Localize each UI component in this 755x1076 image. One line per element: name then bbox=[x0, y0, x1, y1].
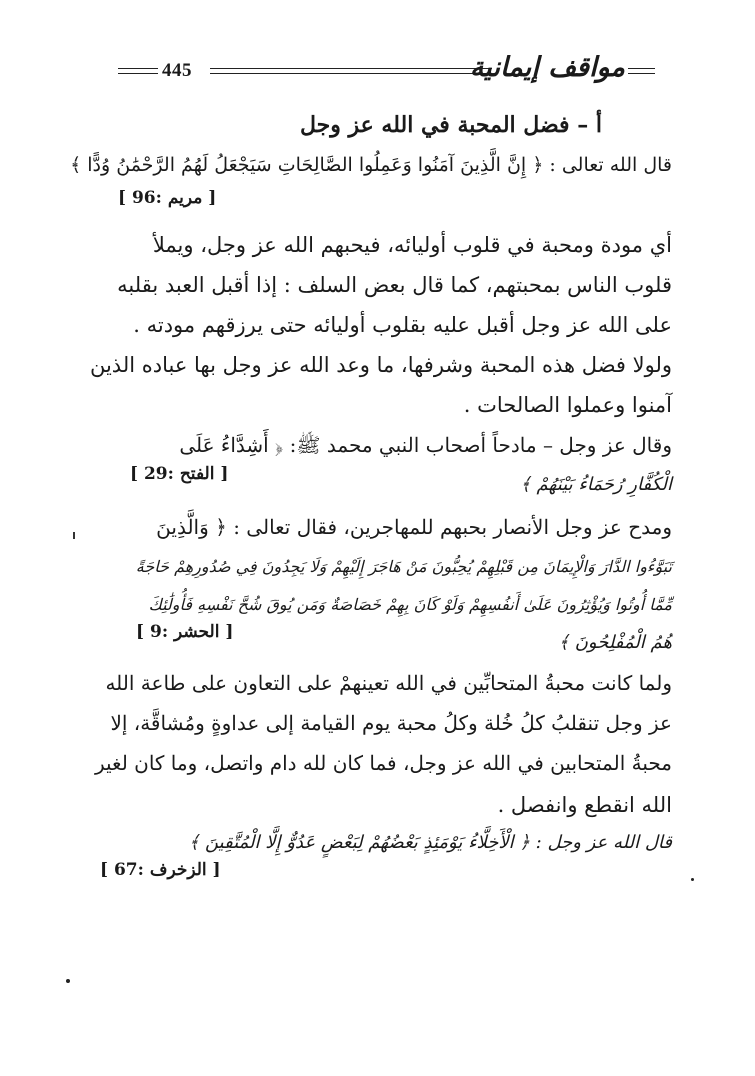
text-line-9: ومدح عز وجل الأنصار بحبهم للمهاجرين، فقال تعالى : ﴿ وَالَّذِينَ bbox=[156, 515, 672, 539]
page-number: 445 bbox=[162, 60, 192, 81]
text-line-14: عز وجل تنقلبُ كلُ خُلة وكلُ محبة يوم القيامة إلى عداوةٍ ومُشاقَّة، إلا bbox=[110, 711, 672, 735]
header-rule-right-thin bbox=[628, 73, 655, 74]
text-line-3: قلوب الناس بمحبتهم، كما قال بعض السلف : إذا أقبل العبد بقلبه bbox=[117, 273, 672, 297]
text-line-15: محبةُ المتحابين في الله عز وجل، فما كان لله دام واتصل، وما كان لغير bbox=[94, 751, 672, 775]
text-line-2: أي مودة ومحبة في قلوب أوليائه، فيحبهم الله عز وجل، ويملأ bbox=[152, 233, 672, 257]
header-rule-right bbox=[628, 68, 655, 69]
speck-dot bbox=[691, 878, 694, 881]
text-line-13: ولما كانت محبةُ المتحابِّين في الله تعينهمْ على التعاون على طاعة الله bbox=[105, 671, 672, 695]
header-rule-left-thin bbox=[118, 73, 158, 74]
ref-fath: [ الفتح :29 ] bbox=[130, 464, 229, 484]
margin-mark bbox=[73, 532, 75, 539]
speck-dot bbox=[66, 979, 70, 983]
header-rule-middle-thin bbox=[210, 73, 492, 74]
header-rule-left bbox=[118, 68, 158, 69]
ref-maryam: [ مريم :96 ] bbox=[118, 188, 217, 208]
text-line-11: مِّمَّا أُوتُوا وَيُؤْثِرُونَ عَلَىٰ أَنفُسِهِمْ وَلَوْ كَانَ بِهِمْ خَصَاصَةٌ وَمَن يُوقَ شُحَّ نَفْسِهِ فَأُولَٰئِكَ bbox=[148, 595, 672, 614]
text-line-12: هُمُ الْمُفْلِحُونَ ﴾ bbox=[558, 632, 672, 653]
header-rule-middle bbox=[210, 68, 492, 69]
text-line-4: على الله عز وجل أقبل عليه بقلوب أوليائه حتى يرزقهم مودته . bbox=[133, 313, 672, 337]
text-line-5: ولولا فضل هذه المحبة وشرفها، ما وعد الله عز وجل بها عباده الذين bbox=[89, 353, 672, 377]
text-line-8: الْكُفَّارِ رُحَمَاءُ بَيْنَهُمْ ﴾ bbox=[520, 474, 672, 495]
section-heading: أ – فضل المحبة في الله عز وجل bbox=[299, 112, 602, 138]
text-line-1: قال الله تعالى : ﴿ إِنَّ الَّذِينَ آمَنُوا وَعَمِلُوا الصَّالِحَاتِ سَيَجْعَلُ لَهُمُ الرَّحْمَٰنُ وُدًّا ﴾ bbox=[70, 154, 672, 176]
ref-zukhruf: [ الزخرف :67 ] bbox=[100, 860, 221, 880]
text-line-10: تَبَوَّءُوا الدَّارَ وَالْإِيمَانَ مِن قَبْلِهِمْ يُحِبُّونَ مَنْ هَاجَرَ إِلَيْهِمْ وَلَا يَجِدُونَ فِي صُدُورِهِمْ حَاجَةً bbox=[135, 557, 672, 576]
text-line-6: آمنوا وعملوا الصالحات . bbox=[463, 393, 672, 417]
running-title: مواقف إيمانية bbox=[469, 52, 625, 83]
text-line-16: الله انقطع وانفصل . bbox=[497, 793, 672, 817]
text-line-7: وقال عز وجل – مادحاً أصحاب النبي محمد ﷺ: ﴿ أَشِدَّاءُ عَلَى bbox=[179, 433, 672, 457]
page-header bbox=[110, 52, 655, 92]
ref-hashr: [ الحشر :9 ] bbox=[136, 622, 234, 642]
text-line-17: قال الله عز وجل : ﴿ الْأَخِلَّاءُ يَوْمَئِذٍ بَعْضُهُمْ لِبَعْضٍ عَدُوٌّ إِلَّا الْمُتَّقِينَ ﴾ bbox=[188, 832, 672, 853]
